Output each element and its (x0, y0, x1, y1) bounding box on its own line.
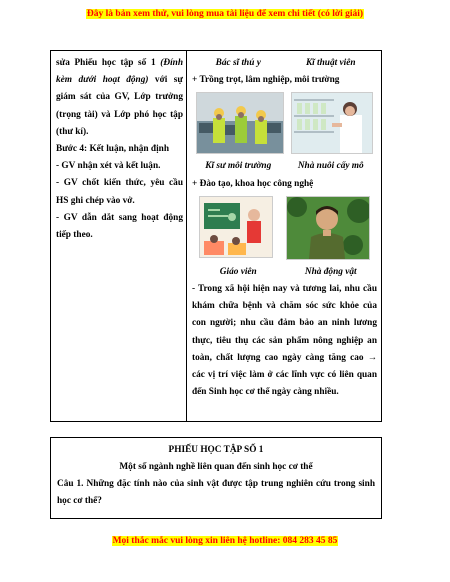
caption-row-1 (192, 55, 377, 72)
caption-teacher: Giáo viên (219, 266, 257, 277)
bullet-3: - GV dẫn dắt sang hoạt động tiếp theo. (56, 212, 183, 241)
caption-row-2 (192, 158, 377, 175)
worksheet-title: PHIẾU HỌC TẬP SỐ 1 (168, 445, 264, 455)
worksheet-box (50, 437, 382, 519)
activity-table (50, 50, 382, 422)
image-row-1 (192, 92, 377, 154)
step4-heading: Bước 4: Kết luận, nhận định (56, 144, 170, 155)
top-banner (0, 9, 450, 19)
bullet-1: - GV nhận xét và kết luận. (56, 161, 161, 172)
tissue-culture-photo (291, 92, 373, 154)
caption-technician: Kĩ thuật viên (305, 58, 356, 68)
worksheet-instruction: sửa Phiếu học tập số 1 (Đính kèm dưới hoạt động) với sự giám sát của GV, Lớp trưởng (trọng tài) và Lớp phó học tập (thư kí). (56, 58, 183, 137)
image-row-2 (192, 196, 377, 260)
caption-tissue-culturist: Nhà nuôi cấy mô (297, 161, 364, 172)
bullet-2: - GV chốt kiến thức, yêu cầu HS ghi chép vào vở. (56, 178, 183, 206)
teacher-illustration (199, 196, 273, 258)
bottom-banner (0, 536, 450, 546)
top-banner-text: Đây là bản xem thử, vui lòng mua tài liệu để xem chi tiết (có lời giải) (86, 9, 364, 19)
teacher-activity-column (51, 51, 187, 421)
content-column (187, 51, 381, 421)
caption-env-engineer: Kĩ sư môi trường (205, 161, 272, 172)
caption-row-3 (192, 264, 377, 281)
caption-vet: Bác sĩ thú y (215, 58, 261, 68)
field-line-2: + Đào tạo, khoa học công nghệ (192, 178, 314, 189)
conclusion-paragraph: - Trong xã hội hiện nay và tương lai, nhu cầu khám chữa bệnh và chăm sóc sức khỏe của con người; nhu cầu đảm bảo an ninh lương thực, tiêu thụ các sản phẩm nông nghiệp an toàn, chất lượng cao ngày càng tăng cao → các vị trí việc làm ở các lĩnh vực có liên quan đến Sinh học cơ thể ngày càng nhiều. (192, 284, 377, 398)
field-line-1: + Trồng trọt, lâm nghiệp, môi trường (192, 75, 340, 86)
worksheet-question: Câu 1. Những đặc tính nào của sinh vật được tập trung nghiên cứu trong sinh học cơ thể? (57, 479, 375, 506)
caption-zoologist: Nhà động vật (304, 266, 357, 277)
zoologist-photo (286, 196, 370, 260)
worksheet-subtitle: Một số ngành nghề liên quan đến sinh học cơ thể (119, 462, 313, 472)
environmental-engineers-photo (196, 92, 284, 154)
bottom-banner-text: Mọi thắc mắc vui lòng xin liên hệ hotline: 084 283 45 85 (112, 536, 338, 546)
